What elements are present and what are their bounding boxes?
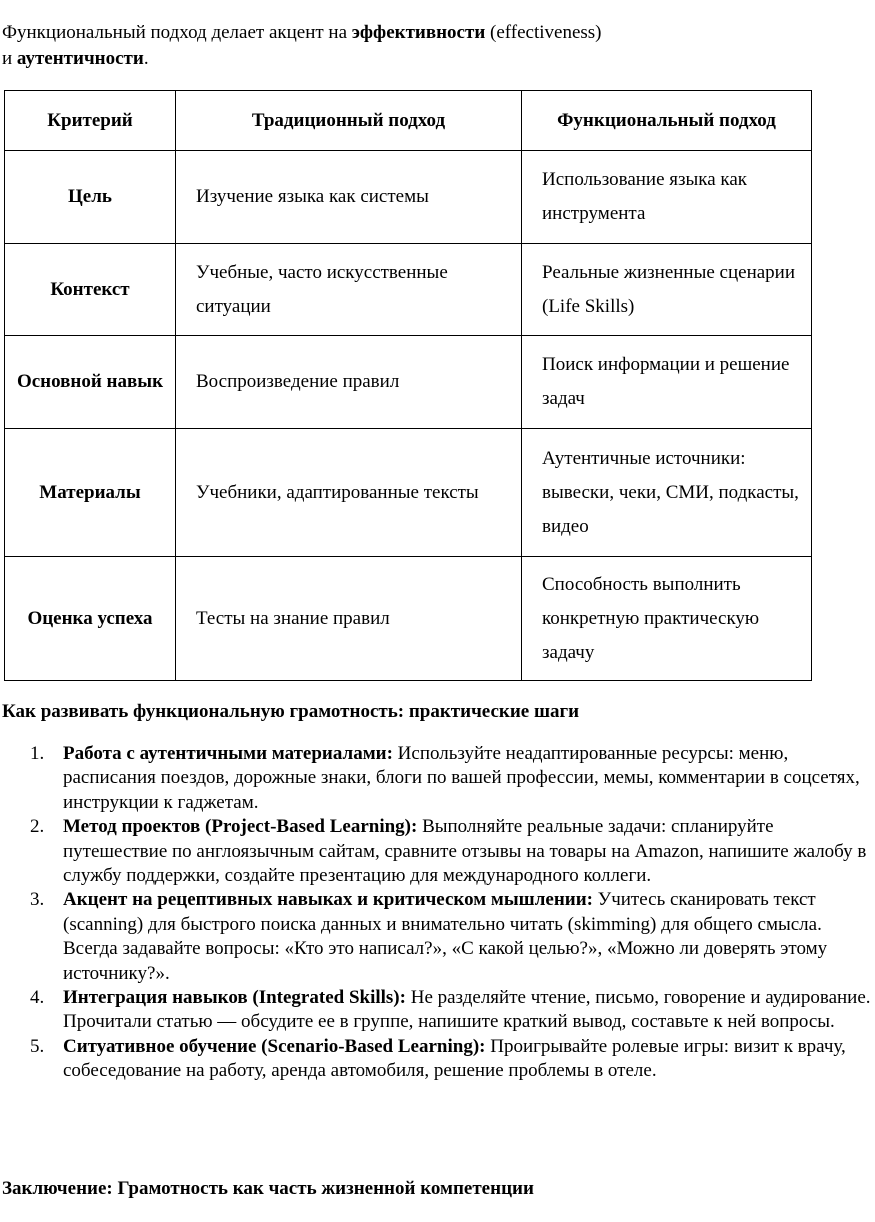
list-number: 4. [30,987,45,1009]
cell-traditional: Учебники, адаптированные тексты [176,429,522,557]
step-text: Проигрывайте ролевые игры: визит к врачу, собеседование на работу, аренда автомобиля, решение проблемы в отеле. [63,1035,846,1082]
list-number: 3. [30,889,45,911]
step-title: Метод проектов (Project-Based Learning): [63,816,418,838]
cell-traditional: Воспроизведение правил [176,336,522,429]
table-row [5,557,812,681]
intro-paragraph [2,20,802,72]
intro-bold-effectiveness: эффективности [351,22,486,43]
cell-traditional: Изучение языка как системы [176,151,522,244]
step-title: Работа с аутентичными материалами: [63,743,393,764]
step-title: Интеграция навыков (Integrated Skills): [63,987,406,1009]
cell-criterion: Цель [5,151,176,244]
step-title: Акцент на рецептивных навыках и критическом мышлении: [63,889,593,911]
conclusion-heading: Заключение: Грамотность как часть жизненной компетенции [2,1178,534,1199]
cell-traditional: Учебные, часто искусственные ситуации [176,244,522,336]
comparison-table [4,90,812,681]
table-row [5,336,812,429]
steps-list [0,742,875,1084]
list-item [30,815,875,888]
cell-functional: Аутентичные источники: вывески, чеки, СМИ, подкасты, видео [522,429,812,557]
list-number: 5. [30,1035,45,1057]
table-row [5,429,812,557]
step-text: Выполняйте реальные задачи: спланируйте путешествие по англоязычным сайтам, сравните отзывы на товары на Amazon, напишите жалобу в службу поддержки, создайте презентацию для международного коллеги. [63,816,867,887]
table-header-row [5,91,812,151]
list-number: 1. [30,743,45,764]
intro-text-and: и [2,48,17,69]
step-title: Ситуативное обучение (Scenario-Based Learning): [63,1035,486,1057]
list-item [30,888,875,986]
cell-criterion: Основной навык [5,336,176,429]
cell-criterion: Контекст [5,244,176,336]
header-functional: Функциональный подход [522,91,812,151]
cell-traditional: Тесты на знание правил [176,557,522,681]
list-item [30,1035,875,1084]
header-criterion: Критерий [5,91,176,151]
cell-functional: Использование языка как инструмента [522,151,812,244]
intro-bold-authenticity: аутентичности [16,48,144,69]
step-text: Не разделяйте чтение, письмо, говорение и аудирование. Прочитали статью — обсудите ее в группе, напишите краткий вывод, составьте к ней вопросы. [63,987,871,1033]
cell-functional: Способность выполнить конкретную практическую задачу [522,557,812,681]
cell-functional: Поиск информации и решение задач [522,336,812,429]
list-number: 2. [30,816,45,838]
cell-criterion: Оценка успеха [5,557,176,681]
table-row [5,244,812,336]
step-text: Учитесь сканировать текст (scanning) для быстрого поиска данных и внимательно читать (skimming) для общего смысла. Всегда задавайте вопросы: «Кто это написал?», «С какой целью?», «Можно ли доверять этому источнику?». [63,889,828,984]
cell-functional: Реальные жизненные сценарии (Life Skills) [522,244,812,336]
header-traditional: Традиционный подход [176,91,522,151]
list-item [30,986,875,1035]
table-row [5,151,812,244]
intro-text: Функциональный подход делает акцент на [2,22,352,43]
intro-text-end: . [143,48,149,69]
section-heading: Как развивать функциональную грамотность: практические шаги [2,701,580,722]
intro-text-middle: (effectiveness) [485,22,602,43]
cell-criterion: Материалы [5,429,176,557]
step-text: Используйте неадаптированные ресурсы: меню, расписания поездов, дорожные знаки, блоги по вашей профессии, мемы, комментарии в соцсетях, инструкции к гаджетам. [63,743,860,813]
list-item [30,742,875,815]
